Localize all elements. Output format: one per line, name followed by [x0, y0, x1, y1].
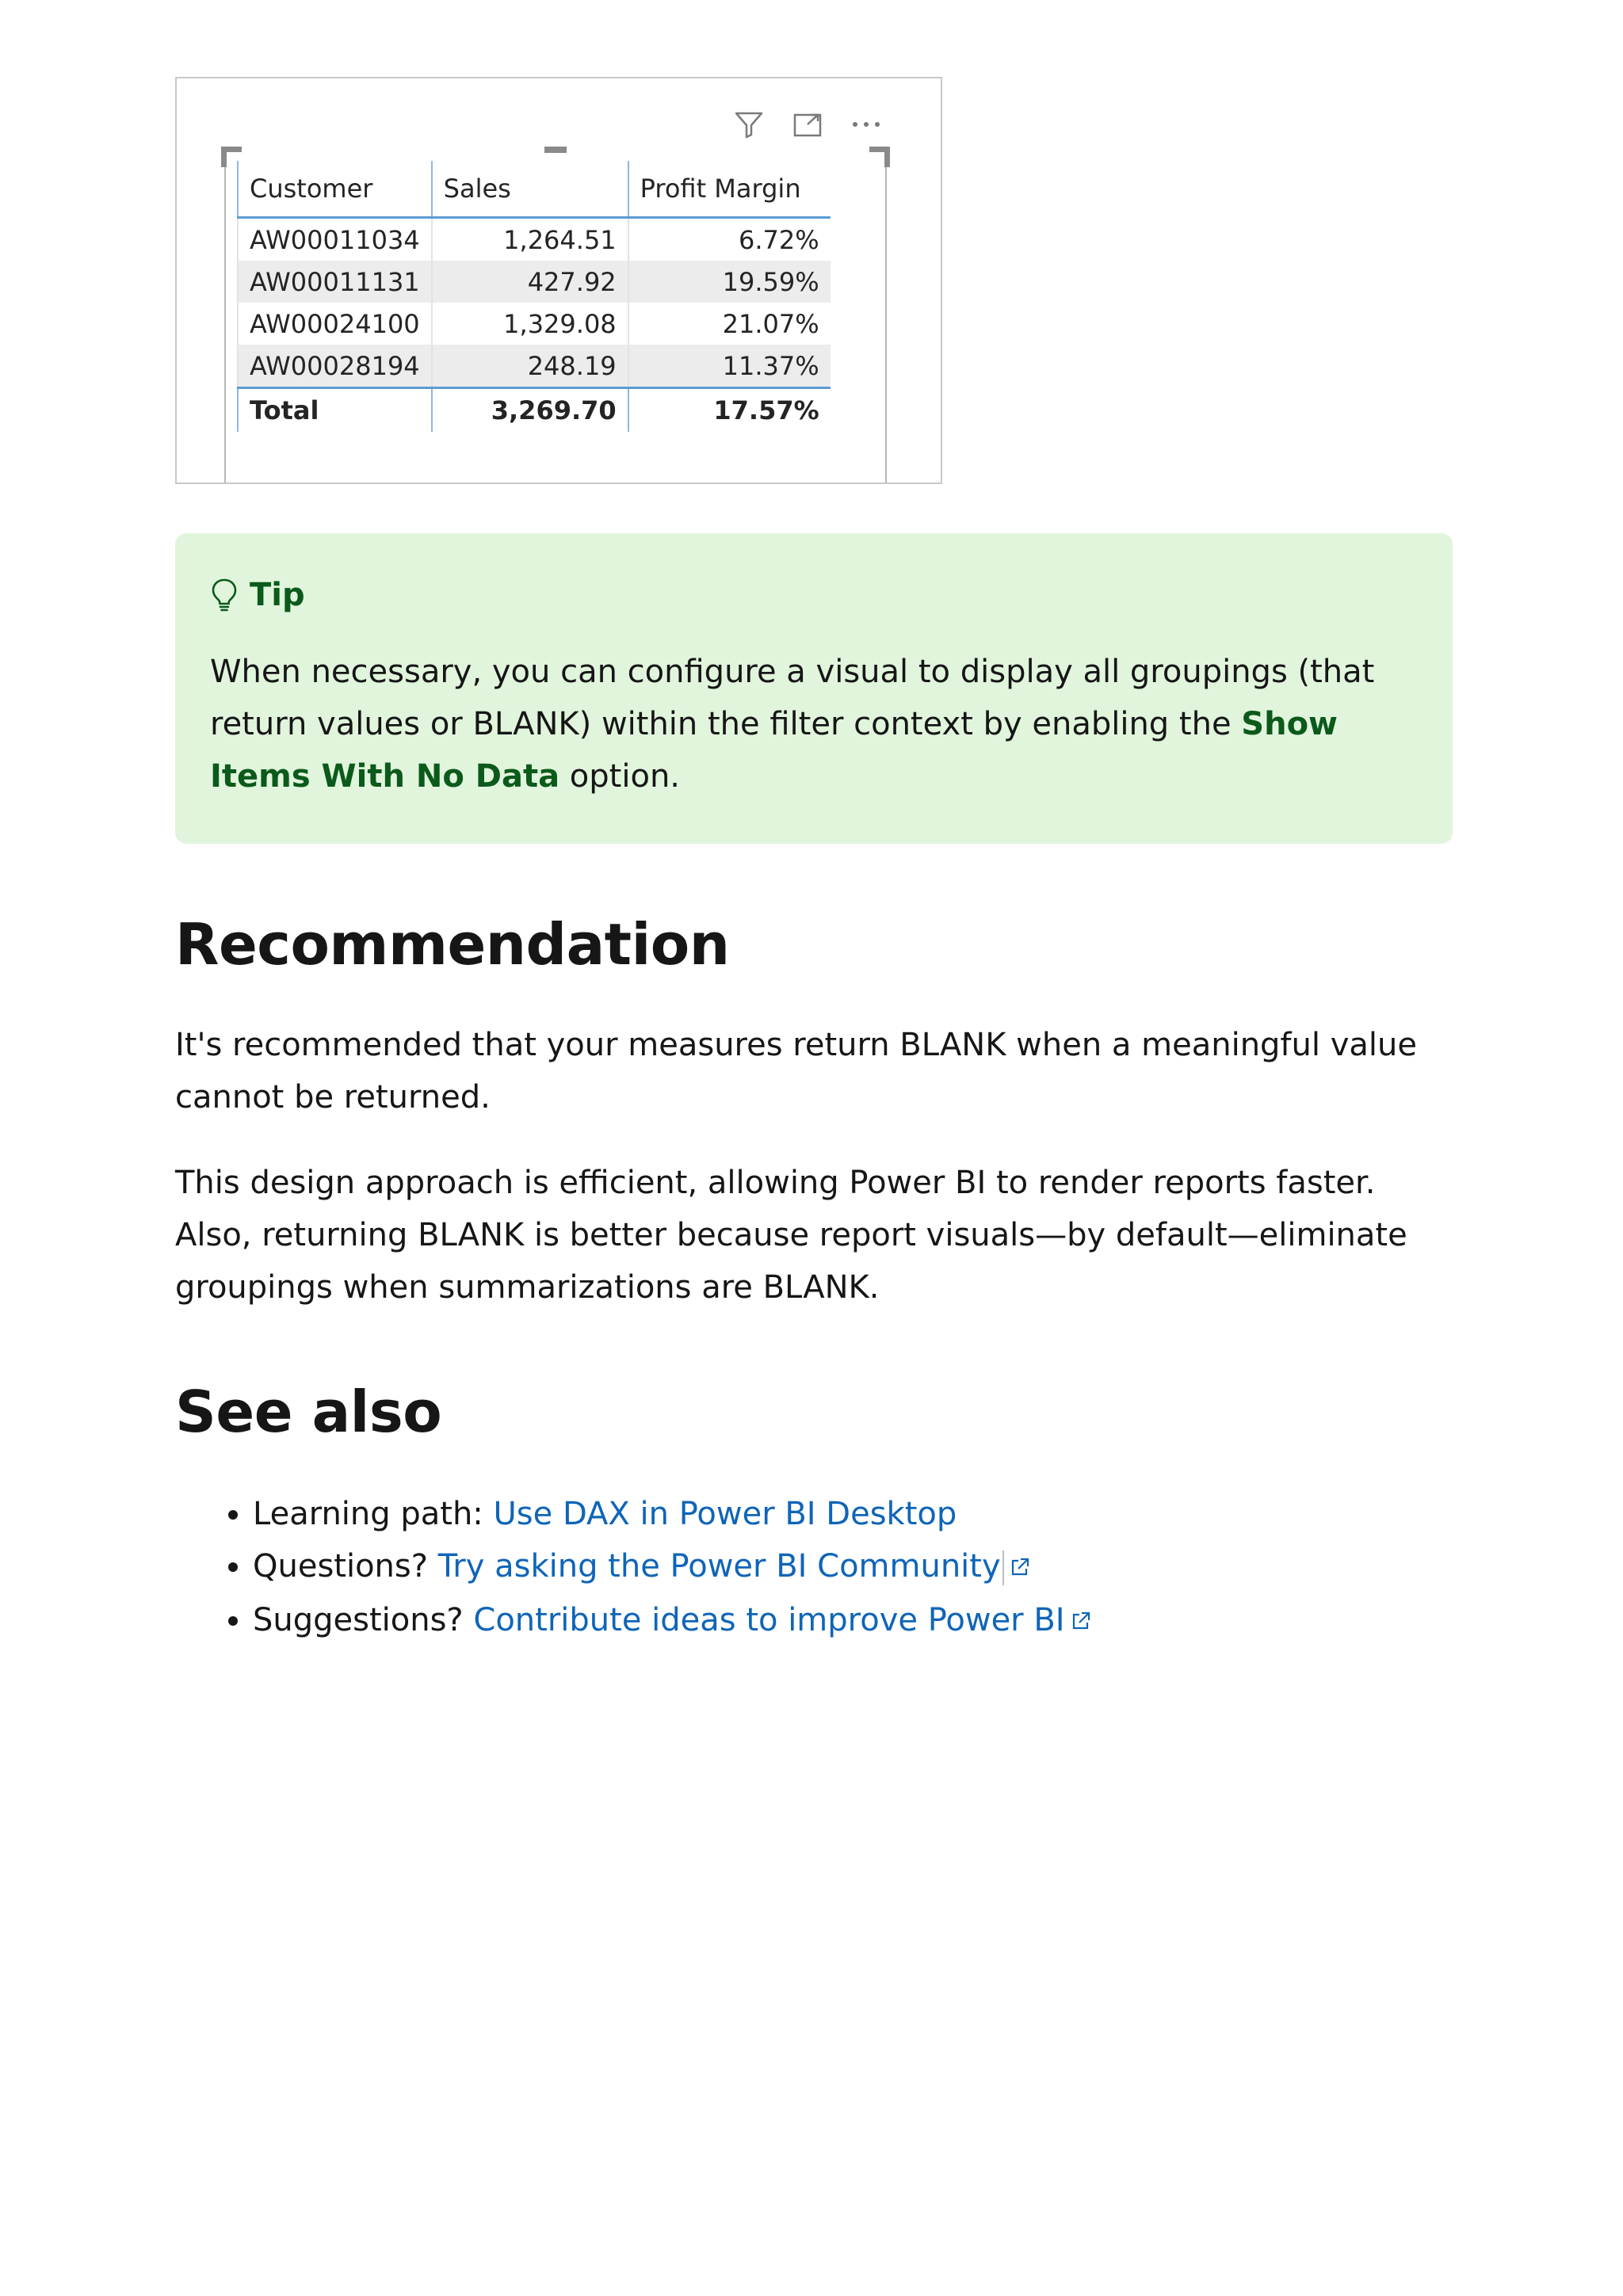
table-row [238, 218, 831, 261]
table-row [238, 303, 831, 345]
list-item [253, 1488, 1092, 1540]
recommendation-heading: Recommendation [175, 911, 730, 978]
cell-profit-margin: 11.37% [628, 345, 831, 388]
column-header-profit-margin[interactable]: Profit Margin [628, 161, 831, 218]
more-options-icon[interactable] [849, 109, 884, 140]
list-item-prefix: Learning path: [253, 1496, 494, 1532]
table-row [238, 345, 831, 388]
list-item-prefix: Suggestions? [253, 1602, 474, 1638]
table-row [238, 261, 831, 303]
tip-text-after: option. [559, 758, 681, 795]
tip-title: Tip [250, 577, 305, 613]
filter-icon[interactable] [731, 109, 766, 140]
recommendation-paragraph-1: It's recommended that your measures return BLANK when a meaningful value cannot be returned. [175, 1027, 1417, 1116]
list-item [253, 1594, 1092, 1648]
resize-handle[interactable] [884, 147, 890, 167]
list-item-prefix: Questions? [253, 1548, 438, 1585]
cell-profit-margin: 19.59% [628, 261, 831, 303]
cell-total-profit-margin: 17.57% [628, 388, 831, 433]
visual-header-toolbar [731, 109, 884, 140]
resize-handle[interactable] [221, 147, 227, 167]
learning-path-link[interactable]: Use DAX in Power BI Desktop [493, 1496, 957, 1532]
cell-customer: AW00028194 [238, 345, 432, 388]
cell-sales: 427.92 [432, 261, 628, 303]
cell-sales: 248.19 [432, 345, 628, 388]
table-visual [175, 77, 942, 484]
external-link-icon [1070, 1596, 1092, 1648]
tip-option-name: Show Items With No Data [210, 706, 1338, 795]
recommendation-paragraph-2: This design approach is efficient, allowing Power BI to render reports faster. Also, returning BLANK is better because report visuals—by default—eliminate groupings when summarizations are BLANK. [175, 1165, 1407, 1306]
tip-text-before: When necessary, you can configure a visual to display all groupings (that return values or BLANK) within the filter context by enabling the [210, 654, 1375, 742]
tip-text [210, 646, 1416, 803]
data-table [237, 161, 831, 432]
cell-sales: 1,264.51 [432, 218, 628, 261]
cell-total-sales: 3,269.70 [432, 388, 628, 433]
cell-profit-margin: 6.72% [628, 218, 831, 261]
table-header-row [238, 161, 831, 218]
cell-profit-margin: 21.07% [628, 303, 831, 345]
list-item [253, 1540, 1092, 1594]
tip-callout [175, 533, 1453, 844]
cell-customer: AW00011131 [238, 261, 432, 303]
tip-heading [210, 574, 1416, 616]
resize-handle[interactable] [544, 147, 567, 153]
external-link-icon [1009, 1542, 1031, 1594]
text-cursor [1002, 1550, 1004, 1585]
community-link[interactable]: Try asking the Power BI Community [437, 1548, 1001, 1585]
column-header-customer[interactable]: Customer [238, 161, 432, 218]
see-also-heading: See also [175, 1379, 442, 1445]
focus-mode-icon[interactable] [790, 109, 825, 140]
table-total-row [238, 388, 831, 433]
cell-customer: AW00024100 [238, 303, 432, 345]
see-also-list [175, 1488, 1092, 1648]
column-header-sales[interactable]: Sales [432, 161, 628, 218]
lightbulb-icon [210, 578, 239, 612]
cell-total-label: Total [238, 388, 432, 433]
cell-customer: AW00011034 [238, 218, 432, 261]
cell-sales: 1,329.08 [432, 303, 628, 345]
contribute-ideas-link[interactable]: Contribute ideas to improve Power BI [473, 1602, 1065, 1638]
